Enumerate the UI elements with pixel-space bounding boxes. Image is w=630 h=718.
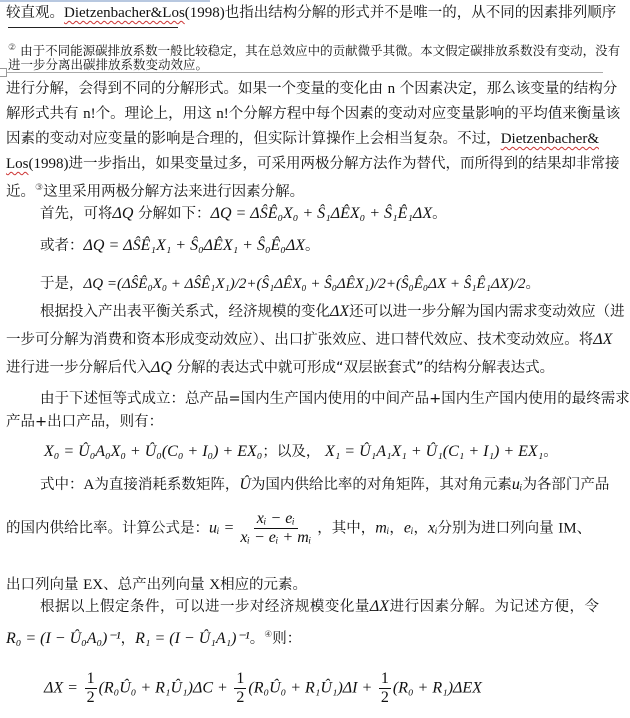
text: 分别为进口列向量: [437, 520, 559, 537]
text: 于是，: [40, 276, 84, 292]
text: 。: [432, 206, 447, 222]
text: 首先，可将: [40, 206, 113, 222]
formula: R₁ = (I − Û₁A₁)⁻¹: [135, 629, 250, 647]
text: ，: [120, 630, 136, 647]
math: Û: [239, 476, 251, 493]
footnote-reference[interactable]: ③: [35, 183, 44, 193]
text: ，: [389, 520, 404, 537]
text: n: [387, 81, 396, 97]
text: 为国内供给比率的对角矩阵，其对角元素: [250, 477, 512, 493]
math: ΔX =: [44, 679, 78, 697]
fraction-half: [379, 670, 391, 707]
formula: (R₀Û₀ + R₁Û₁)ΔI +: [248, 679, 373, 697]
text: 。: [249, 630, 265, 647]
denominator: 2: [380, 689, 389, 706]
text-line: 由于下述恒等式成立：总产品=国内生产国内使用的中间产品+国内生产国内使用的最终需求: [40, 391, 630, 407]
formula: (R₀ + R₁)ΔEX: [392, 679, 482, 697]
text-line: 产品+出口产品，则有：: [6, 414, 164, 430]
text: ；以及，: [262, 444, 321, 460]
text: 、总产出列向量: [103, 577, 210, 593]
text-line: [6, 510, 599, 547]
math: mᵢ: [375, 519, 390, 537]
text: 的国内供给比率。计算公式是：: [6, 520, 209, 537]
formula: (R₀Û₀ + R₁Û₁)ΔC +: [98, 679, 228, 697]
text: IM、: [558, 520, 592, 537]
text-line: [40, 302, 625, 322]
text-line: [6, 3, 617, 23]
text: 个因素决定，那么该变量的结构分: [395, 81, 618, 97]
text: 式中：: [40, 477, 84, 493]
text: 为各部门产品: [522, 477, 610, 493]
text-line: [6, 358, 599, 378]
text: 根据投入产出表平衡关系式，经济规模的变化: [40, 304, 330, 320]
math: ΔQ: [112, 205, 134, 222]
math: eᵢ: [403, 519, 414, 537]
math: ΔX: [369, 598, 390, 615]
text: 出口列向量: [6, 577, 84, 593]
numerator: 1: [236, 670, 245, 687]
text-line: [40, 597, 599, 617]
text: n!: [83, 106, 96, 122]
footnote-reference[interactable]: ④: [264, 630, 273, 640]
text: 由于不同能源碳排放系数一般比较稳定，其在总效应中的贡献微乎其微。本文假定碳排放系数没有变动，没有: [20, 43, 621, 59]
formula: ΔQ = ΔŜÊ₁X₁ + Ŝ₀ΔÊX₁ + Ŝ₀Ê₀ΔX: [83, 237, 306, 254]
text: 解形式共有: [6, 106, 84, 122]
citation-author: Dietzenbacher&Los: [64, 5, 185, 21]
equation-3: [40, 274, 599, 294]
math: uᵢ: [511, 476, 523, 493]
text-line: [6, 178, 599, 202]
text: 或者：: [40, 238, 84, 254]
fraction: [237, 510, 314, 547]
text: 为直接消耗系数矩阵，: [94, 477, 240, 493]
text-line: [6, 575, 599, 595]
formula: X₀ = Û₀A₀X₀ + Û₀(C₀ + I₀) + EX₀: [44, 443, 263, 460]
text: n!: [216, 106, 229, 122]
text-line: [6, 79, 618, 99]
denominator: 2: [86, 689, 95, 706]
denominator: xᵢ − eᵢ + mᵢ: [240, 529, 312, 546]
formula: X₁ = Û₁A₁X₁ + Û₁(C₁ + I₁) + EX₁: [324, 443, 544, 460]
math: ΔX: [593, 331, 613, 348]
text-line: [6, 154, 620, 174]
text: 也指出结构分解的形式并不是唯一的，从不同的因素排列顺序: [224, 5, 617, 21]
math: ΔX: [330, 303, 350, 320]
text: 根据以上假定条件，可以进一步对经济规模变化量: [40, 599, 370, 615]
footnote-line: 进一步分离出碳排放系数变动效应。: [8, 57, 209, 72]
text-line: [6, 129, 599, 149]
numerator: xᵢ − eᵢ: [254, 510, 298, 529]
text: 较直观。: [6, 5, 64, 21]
math: xᵢ: [428, 519, 438, 537]
text: EX: [83, 577, 104, 593]
text: 。: [305, 238, 320, 254]
footnote-separator: [8, 27, 178, 28]
equation-1: [40, 204, 599, 224]
text: 进行进一步分解后代入: [6, 360, 151, 376]
denominator: 2: [236, 689, 245, 706]
text: 还可以进一步分解为国内需求变动效应（进: [349, 304, 625, 320]
text: 则：: [272, 630, 302, 647]
numerator: 1: [380, 670, 389, 687]
formula: ΔQ =(ΔŜÊ₀X₀ + ΔŜÊ₁X₁)/2+(Ŝ₁ΔÊX₀ + Ŝ₀ΔÊX₁)/2+(Ŝ₀Ê₀ΔX + Ŝ₁Ê₁ΔX)/2: [83, 276, 526, 292]
text: 进一步指出，如果变量过多，可采用两极分解方法作为替代，而所得到的结果却非常接: [68, 156, 620, 172]
text: 个分解方程中每个因素的变动对应变量影响的平均值来衡量该: [228, 106, 621, 122]
text: 因素的变动对应变量的影响是合理的，但实际计算操作上会相当复杂。不过，: [6, 131, 501, 147]
fraction-half: [85, 670, 97, 707]
text: 。: [543, 444, 558, 460]
equation-2: [40, 236, 599, 256]
text: X: [209, 577, 221, 593]
text: ，: [413, 520, 429, 537]
math: uᵢ =: [209, 519, 235, 537]
text-line: [6, 330, 613, 350]
footnote-marker: ②: [8, 43, 17, 53]
citation-author: Los: [6, 156, 29, 172]
text-line: [40, 475, 610, 495]
formula: ΔQ = ΔŜÊ₀X₀ + Ŝ₁ΔÊX₀ + Ŝ₁Ê₁ΔX: [210, 205, 433, 222]
numerator: 1: [86, 670, 95, 687]
formula: R₀ = (I − Û₀A₀)⁻¹: [6, 629, 121, 647]
page-break: [0, 72, 603, 73]
text: 这里采用两极分解方法来进行因素分解。: [43, 183, 305, 200]
text-line: [6, 104, 621, 124]
citation-year: (1998): [28, 156, 69, 172]
citation-year: (1998): [184, 5, 225, 21]
equation-4: [44, 442, 599, 462]
text: 分解如下：: [138, 206, 211, 222]
text: 进行分解，会得到不同的分解形式。如果一个变量的变化由: [6, 81, 388, 97]
text: 一步可分解为消费和资本形成变动效应）、出口扩张效应、进口替代效应、技术变动效应。将: [6, 332, 594, 348]
selection-bar: [0, 0, 210, 2]
page-break-marker: [0, 68, 7, 77]
text: 近。: [6, 183, 35, 200]
text: 进行因素分解。为记述方便，令: [389, 599, 600, 615]
math: A: [83, 477, 95, 493]
text: 个。理论上，用这: [95, 106, 217, 122]
text: 。: [525, 276, 540, 292]
fraction-half: [234, 670, 246, 707]
citation-author: Dietzenbacher&: [500, 131, 599, 147]
text: 分解的表达式中就可形成“双层嵌套式”的结构分解表达式。: [176, 360, 555, 376]
text: 相应的元素。: [220, 577, 308, 593]
text-line: [6, 625, 599, 649]
math: ΔQ: [151, 359, 172, 376]
equation-5: [44, 670, 599, 707]
text: ，其中，: [317, 520, 376, 537]
